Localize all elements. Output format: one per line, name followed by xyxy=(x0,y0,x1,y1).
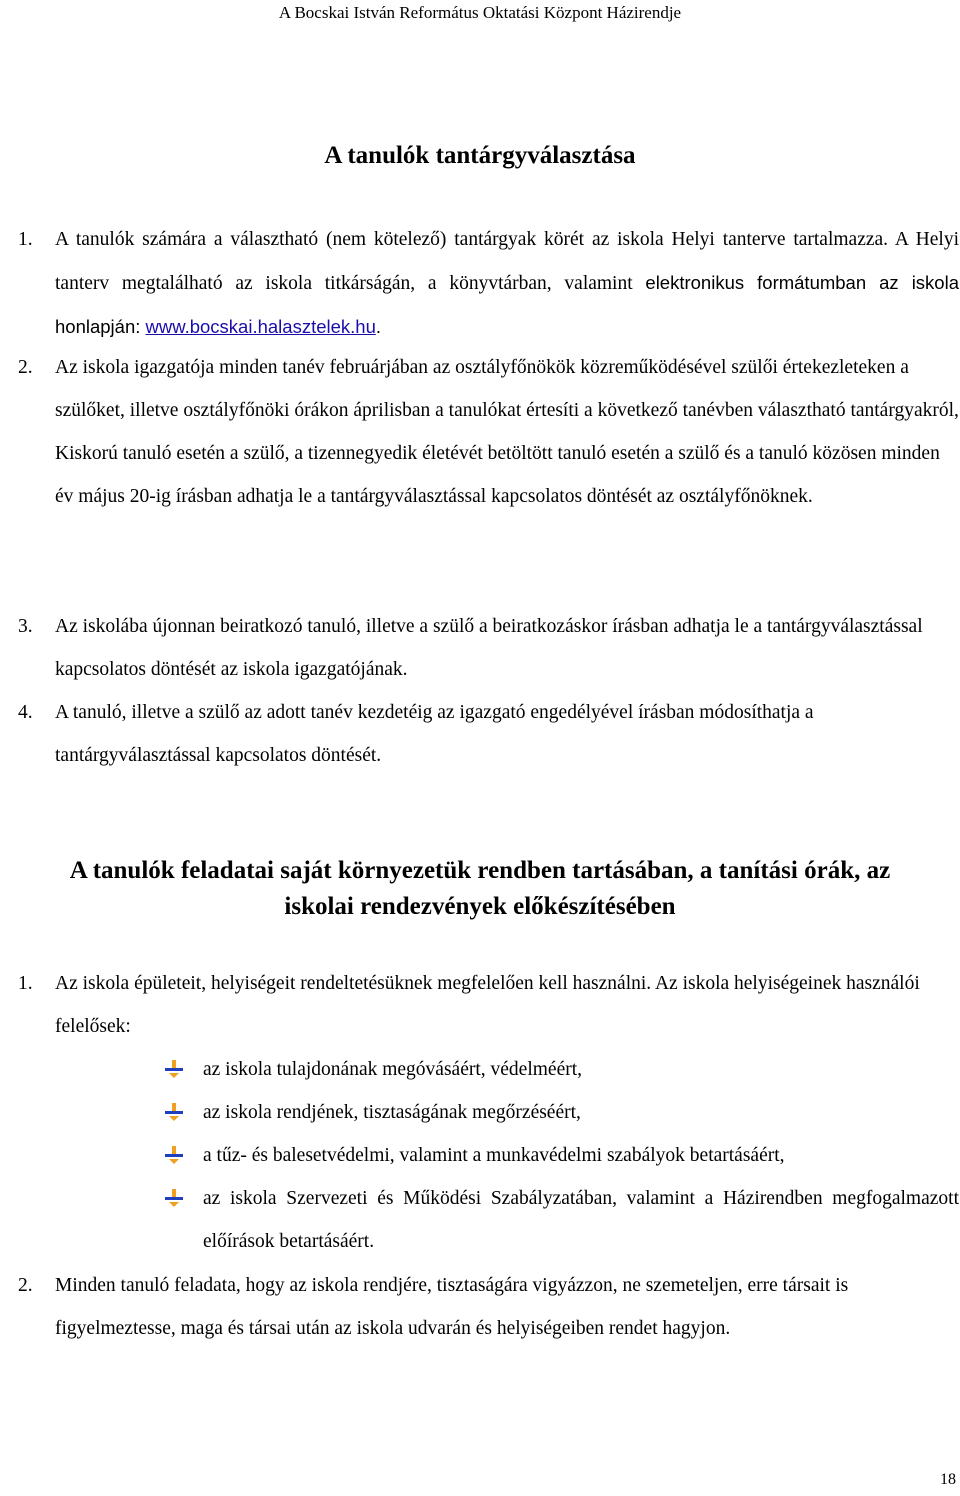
item-number: 3. xyxy=(18,616,33,637)
paragraph-text: Minden tanuló feladata, hogy az iskola rendjére, tisztaságára vigyázzon, ne szemeteljen, erre társait is figyelmeztesse, maga és társai után az iskola udvarán és helyiségeiben rendet hagyjon. xyxy=(55,1275,849,1339)
section-title-line-1: A tanulók feladatai saját környezetük rendben tartásában, a tanítási órák, az xyxy=(69,857,891,884)
responsibility-list xyxy=(165,1048,959,1263)
numbered-paragraph-6 xyxy=(18,1264,959,1350)
list-item-text: az iskola rendjének, tisztaságának megőrzéséért, xyxy=(203,1102,581,1123)
item-number: 1. xyxy=(18,973,33,994)
item-number: 2. xyxy=(18,1275,33,1296)
list-item xyxy=(165,1091,959,1134)
list-item xyxy=(165,1048,959,1091)
paragraph-text: Az iskolába újonnan beiratkozó tanuló, illetve a szülő a beiratkozáskor írásban adhatja le a tantárgyválasztással kapcsolatos döntését az iskola igazgatójának. xyxy=(55,616,923,680)
list-item-text: az iskola tulajdonának megóvásáért, védelméért, xyxy=(203,1059,583,1080)
section-title-course-selection: A tanulók tantárgyválasztása xyxy=(324,142,636,169)
plus-arrow-bullet-icon xyxy=(165,1189,183,1207)
numbered-paragraph-1 xyxy=(18,218,959,349)
numbered-paragraph-5 xyxy=(18,962,959,1048)
school-website-link[interactable]: www.bocskai.halasztelek.hu xyxy=(145,316,376,337)
paragraph-text: Az iskola épületeit, helyiségeit rendeltetésüknek megfelelően kell használni. Az iskola helyiségeinek használói felelősek: xyxy=(55,973,920,1037)
paragraph-text-sans: elektronikus formátumban az iskola honlapján: xyxy=(55,272,959,337)
numbered-paragraph-2 xyxy=(18,346,959,518)
list-item-text: a tűz- és balesetvédelmi, valamint a munkavédelmi szabályok betartásáért, xyxy=(203,1145,785,1166)
section-title-student-duties xyxy=(0,853,960,925)
paragraph-text: A tanuló, illetve a szülő az adott tanév kezdetéig az igazgató engedélyével írásban módosíthatja a tantárgyválasztással kapcsolatos döntését. xyxy=(55,702,814,766)
item-number: 2. xyxy=(18,357,33,378)
list-item-text: az iskola Szervezeti és Működési Szabályzatában, valamint a Házirendben megfogalmazott előírások betartásáért. xyxy=(203,1188,959,1252)
plus-arrow-bullet-icon xyxy=(165,1103,183,1121)
running-header: A Bocskai István Református Oktatási Központ Házirendje xyxy=(278,3,682,22)
paragraph-text-end: . xyxy=(375,316,382,337)
plus-arrow-bullet-icon xyxy=(165,1060,183,1078)
numbered-paragraph-4 xyxy=(18,691,959,777)
list-item xyxy=(165,1177,959,1263)
page-number: 18 xyxy=(940,1471,956,1488)
plus-arrow-bullet-icon xyxy=(165,1146,183,1164)
paragraph-text: Az iskola igazgatója minden tanév februárjában az osztályfőnökök közreműködésével szülői értekezleteken a szülőket, illetve osztályfőnöki órákon áprilisban a tanulókat értesíti a következő tanévben választható tantárgyakról, Kiskorú tanuló esetén a szülő, a tizennegyedik életévét betöltött tanuló esetén a szülő és a tanuló közösen minden év május 20-ig írásban adhatja le a tantárgyválasztással kapcsolatos döntését az osztályfőnöknek. xyxy=(55,357,959,507)
paragraph-text: A tanulók számára a választható (nem kötelező) tantárgyak körét az iskola Helyi tanterve tartalmazza. A Helyi tanterv megtalálható az iskola titkárságán, a könyvtárban, valamint xyxy=(55,229,959,294)
item-number: 1. xyxy=(18,229,33,250)
numbered-paragraph-3 xyxy=(18,605,959,691)
item-number: 4. xyxy=(18,702,33,723)
section-title-line-2: iskolai rendezvények előkészítésében xyxy=(284,893,676,920)
list-item xyxy=(165,1134,959,1177)
